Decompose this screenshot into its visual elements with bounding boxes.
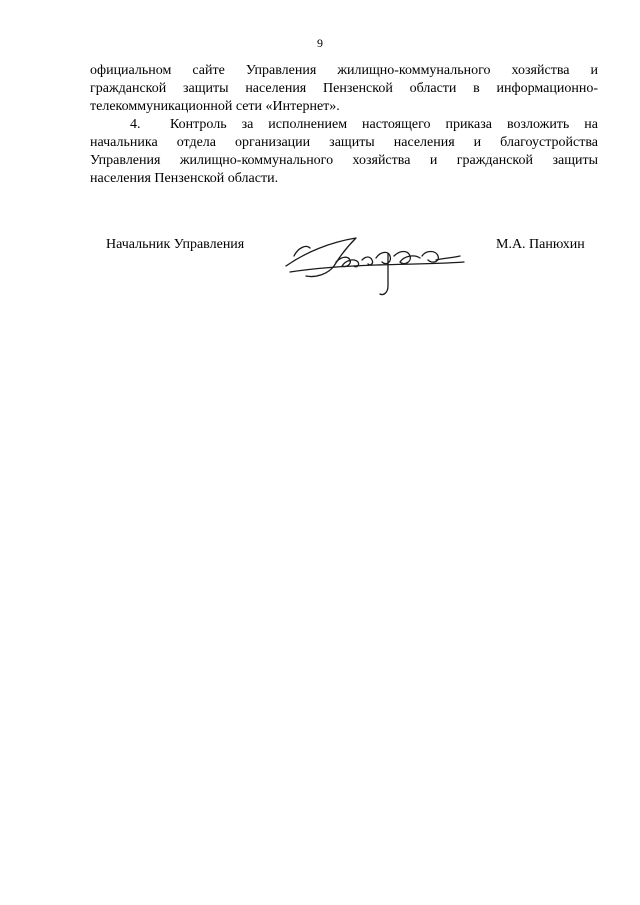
text-line: официальном сайте Управления жилищно-коммунального хозяйства и: [90, 63, 598, 78]
text-line: населения Пензенской области.: [90, 171, 279, 186]
text-line: Контроль за исполнением настоящего приказа возложить на: [170, 117, 598, 132]
handwritten-signature: [276, 226, 476, 306]
signatory-name: М.А. Панюхин: [496, 237, 585, 252]
text-line: телекоммуникационной сети «Интернет».: [90, 99, 340, 114]
item-first-line: [90, 116, 598, 134]
paragraph-item-4: [90, 116, 598, 188]
item-number: 4.: [130, 117, 141, 132]
signature-block: [0, 226, 640, 306]
text-line: гражданской защиты населения Пензенской области в информационно-: [90, 81, 598, 96]
page-number: 9: [317, 36, 323, 50]
paragraph-publication: [90, 62, 598, 116]
text-line: начальника отдела организации защиты населения и благоустройства: [90, 135, 598, 150]
text-line: Управления жилищно-коммунального хозяйства и гражданской защиты: [90, 153, 598, 168]
signatory-position: Начальник Управления: [106, 237, 245, 252]
document-body: [90, 62, 598, 188]
